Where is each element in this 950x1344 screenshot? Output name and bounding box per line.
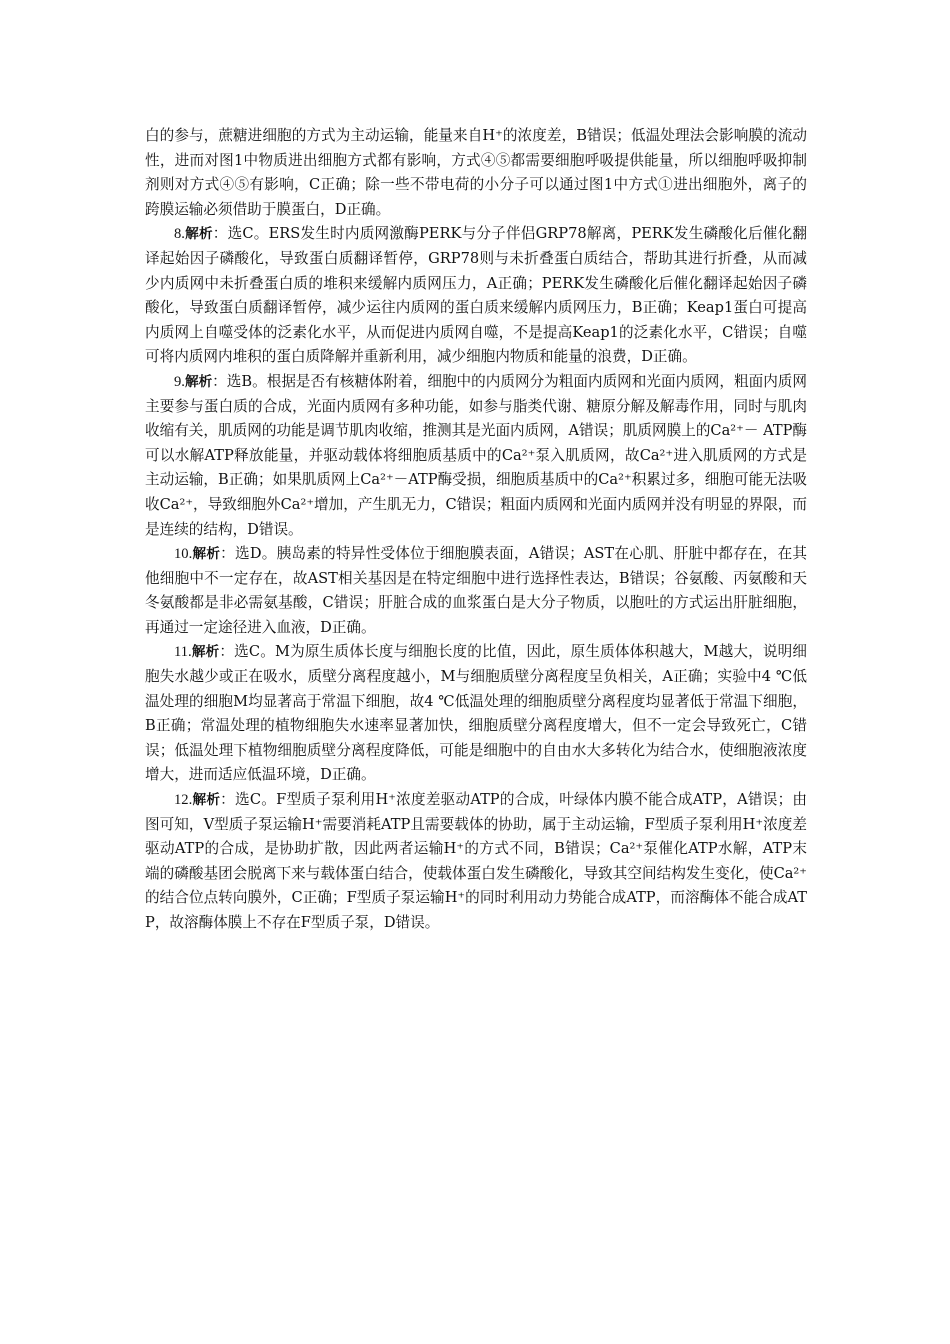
answer-page [145, 124, 807, 936]
paragraph-text: 白的参与，蔗糖进细胞的方式为主动运输，能量来自H⁺的浓度差，B错误；低温处理法会影响膜的流动性，进而对图1中物质进出细胞方式都有影响，方式④⑤都需要细胞呼吸提供能量，所以细胞呼吸抑制剂则对方式④⑤有影响，C正确；除一些不带电荷的小分子可以通过图1中方式①进出细胞外，离子的跨膜运输必须借助于膜蛋白，D正确。 [145, 127, 807, 218]
answer-q9 [145, 370, 807, 542]
analysis-label: 解析 [192, 546, 221, 563]
paragraph-continuation [145, 124, 807, 222]
question-number: 11. [174, 644, 192, 661]
answer-q11 [145, 640, 807, 788]
answer-q12 [145, 788, 807, 936]
question-number: 12. [174, 792, 193, 809]
question-number: 8. [174, 226, 185, 243]
analysis-label: 解析 [184, 226, 213, 243]
question-number: 9. [174, 373, 185, 390]
paragraph-text: ：选C。M为原生质体长度与细胞长度的比值，因此，原生质体体积越大，M越大，说明细胞失水越少或正在吸水，质壁分离程度越小，M与细胞质壁分离程度呈负相关，A正确；实验中4 ℃低温处理的细胞M均显著高于常温下细胞，故4 ℃低温处理的细胞质壁分离程度均显著低于常温下细胞，B正确；常温处理的植物细胞失水速率显著加快，细胞质壁分离程度增大，但不一定会导致死亡，C错误；低温处理下植物细胞质壁分离程度降低，可能是细胞中的自由水大多转化为结合水，使细胞液浓度增大，进而适应低温环境，D正确。 [145, 643, 808, 784]
paragraph-text: ：选C。ERS发生时内质网激酶PERK与分子伴侣GRP78解离，PERK发生磷酸化后催化翻译起始因子磷酸化，导致蛋白质翻译暂停，GRP78则与未折叠蛋白质结合，帮助其进行折叠，从而减少内质网中未折叠蛋白质的堆积来缓解内质网压力，A正确；PERK发生磷酸化后催化翻译起始因子磷酸化，导致蛋白质翻译暂停，减少运往内质网的蛋白质来缓解内质网压力，B正确；Keap1蛋白可提高内质网上自噬受体的泛素化水平，从而促进内质网自噬，不是提高Keap1的泛素化水平，C错误；自噬可将内质网内堆积的蛋白质降解并重新利用，减少细胞内物质和能量的浪费，D正确。 [145, 225, 807, 366]
analysis-label: 解析 [184, 373, 213, 390]
analysis-label: 解析 [192, 792, 221, 809]
analysis-label: 解析 [191, 644, 220, 661]
answer-q8 [145, 222, 807, 370]
paragraph-text: ：选B。根据是否有核糖体附着，细胞中的内质网分为粗面内质网和光面内质网，粗面内质网主要参与蛋白质的合成，光面内质网有多种功能，如参与脂类代谢、糖原分解及解毒作用，同时与肌肉收缩有关，肌质网的功能是调节肌肉收缩，推测其是光面内质网，A错误；肌质网膜上的Ca²⁺－ ATP酶可以水解ATP释放能量，并驱动载体将细胞质基质中的Ca²⁺泵入肌质网，故Ca²⁺进入肌质网的方式是主动运输，B正确；如果肌质网上Ca²⁺－ATP酶受损，细胞质基质中的Ca²⁺积累过多，细胞可能无法吸收Ca²⁺，导致细胞外Ca²⁺增加，产生肌无力，C错误；粗面内质网和光面内质网并没有明显的界限，而是连续的结构，D错误。 [145, 372, 807, 538]
paragraph-text: ：选D。胰岛素的特异性受体位于细胞膜表面，A错误；AST在心肌、肝脏中都存在，在其他细胞中不一定存在，故AST相关基因是在特定细胞中进行选择性表达，B错误；谷氨酸、丙氨酸和天冬氨酸都是非必需氨基酸，C错误；肝脏合成的血浆蛋白是大分子物质，以胞吐的方式运出肝脏细胞，再通过一定途径进入血液，D正确。 [145, 545, 808, 636]
paragraph-text: ：选C。F型质子泵利用H⁺浓度差驱动ATP的合成，叶绿体内膜不能合成ATP，A错误；由图可知，V型质子泵运输H⁺需要消耗ATP且需要载体的协助，属于主动运输，F型质子泵利用H⁺浓度差驱动ATP的合成，是协助扩散，因此两者运输H⁺的方式不同，B错误；Ca²⁺泵催化ATP水解，ATP末端的磷酸基团会脱离下来与载体蛋白结合，使载体蛋白发生磷酸化，导致其空间结构发生变化，使Ca²⁺的结合位点转向膜外，C正确；F型质子泵运输H⁺的同时利用动力势能合成ATP，而溶酶体不能合成ATP，故溶酶体膜上不存在F型质子泵，D错误。 [145, 791, 807, 931]
answer-q10 [145, 542, 807, 640]
question-number: 10. [174, 546, 193, 563]
